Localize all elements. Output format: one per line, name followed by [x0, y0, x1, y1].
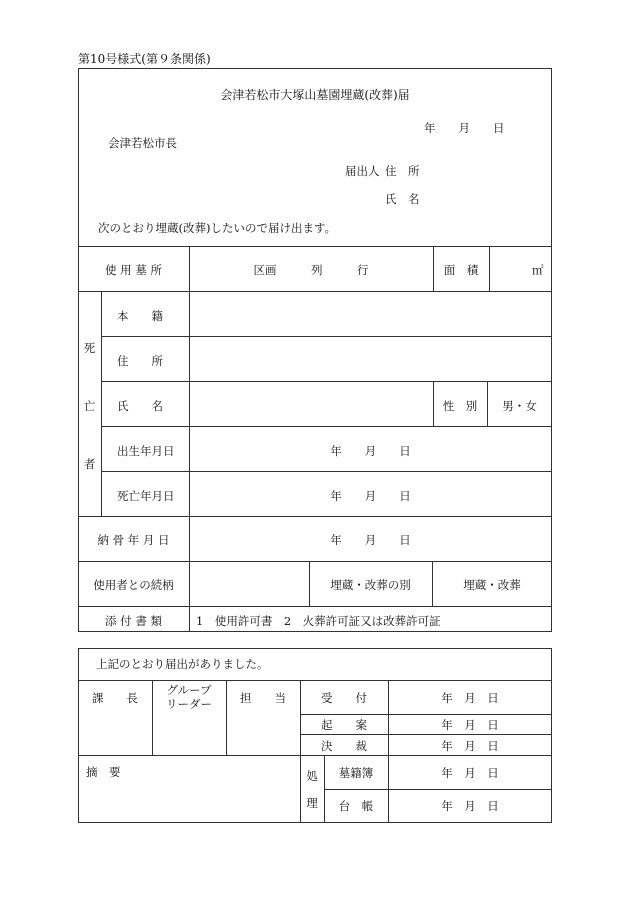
area-unit: ㎡ [532, 263, 544, 277]
death-value: 年 月 日 [330, 489, 411, 503]
interment-value: 年 月 日 [330, 533, 411, 547]
grave-value: 区画 列 行 [253, 263, 369, 277]
applicant-address-label: 住 所 [385, 164, 420, 178]
birth-value: 年 月 日 [330, 444, 411, 458]
ledger-label: 台 帳 [338, 799, 374, 813]
deceased-label-3: 者 [83, 457, 96, 471]
relation-label: 使用者との続柄 [93, 578, 174, 592]
sex-label: 性 別 [442, 399, 478, 413]
sex-value: 男・女 [502, 399, 537, 413]
processing-label-1: 処 [306, 769, 318, 783]
summary-label: 摘 要 [86, 765, 121, 779]
drafted-date: 年 月 日 [441, 718, 499, 732]
applicant-label: 届出人 [345, 164, 380, 178]
decided-label: 決 裁 [321, 739, 367, 753]
date-line: 年 月 日 [424, 121, 505, 135]
domicile-label: 本 籍 [117, 309, 163, 323]
birth-label: 出生年月日 [117, 444, 175, 458]
office-notice: 上記のとおり届出がありました。 [96, 657, 269, 671]
type-value: 埋蔵・改葬 [463, 578, 521, 592]
form-number: 第10号様式(第９条関係) [78, 52, 211, 66]
processing-label-2: 理 [306, 796, 318, 810]
interment-label: 納 骨 年 月 日 [97, 533, 170, 547]
addressee: 会津若松市長 [108, 136, 177, 150]
address-label: 住 所 [117, 354, 163, 368]
received-date: 年 月 日 [441, 691, 499, 705]
attach-value: 1 使用許可書 2 火葬許可証又は改葬許可証 [196, 614, 441, 628]
form-title: 会津若松市大塚山墓園埋蔵(改葬)届 [220, 88, 410, 102]
attach-label: 添 付 書 類 [105, 614, 162, 628]
received-label: 受 付 [321, 691, 367, 705]
drafted-label: 起 案 [321, 718, 367, 732]
deceased-label-2: 亡 [83, 399, 96, 413]
intro-text: 次のとおり埋蔵(改葬)したいので届け出ます。 [98, 221, 337, 235]
name-label: 氏 名 [117, 399, 163, 413]
applicant-name-label: 氏 名 [385, 192, 420, 206]
staff-label: 担 当 [240, 691, 286, 705]
group-leader-label-1: グループ [166, 683, 212, 697]
ledger-date: 年 月 日 [441, 799, 499, 813]
chief-label: 課 長 [92, 691, 138, 705]
death-label: 死亡年月日 [117, 489, 175, 503]
register-date: 年 月 日 [441, 766, 499, 780]
area-label: 面 積 [443, 263, 479, 277]
type-label: 埋蔵・改葬の別 [330, 578, 411, 592]
grave-label: 使 用 墓 所 [105, 263, 162, 277]
group-leader-label-2: リーダー [166, 697, 212, 711]
decided-date: 年 月 日 [441, 739, 499, 753]
deceased-label-1: 死 [83, 341, 96, 355]
register-label: 墓籍簿 [338, 766, 374, 780]
